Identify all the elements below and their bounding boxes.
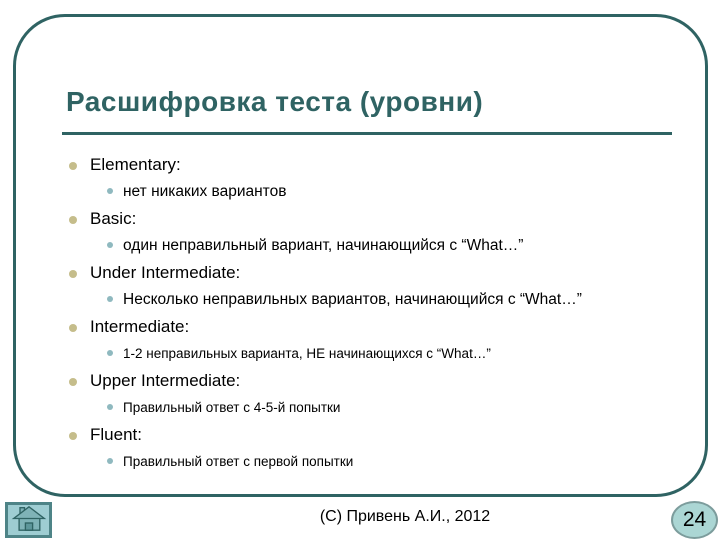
list-subitem: [0, 449, 710, 475]
sub-bullet-icon: [107, 188, 113, 194]
level-label: Intermediate:: [90, 317, 190, 336]
list-item: [0, 151, 710, 179]
bullet-icon: [69, 216, 77, 224]
title-underline: [62, 132, 672, 135]
footer-copyright: (С) Привень А.И., 2012: [319, 508, 491, 525]
list-item: [0, 421, 710, 449]
sub-bullet-icon: [107, 242, 113, 248]
level-description: 1-2 неправильных варианта, НЕ начинающихся с “What…”: [123, 346, 491, 361]
sub-bullet-icon: [107, 458, 113, 464]
bullet-icon: [69, 432, 77, 440]
level-label: Fluent:: [90, 425, 142, 444]
list-subitem: [0, 395, 710, 421]
list-item: [0, 367, 710, 395]
list-subitem: [0, 287, 710, 313]
list-subitem: [0, 341, 710, 367]
bullet-icon: [69, 378, 77, 386]
home-icon: [11, 505, 47, 535]
level-description: один неправильный вариант, начинающийся с “What…”: [123, 237, 524, 254]
sub-bullet-icon: [107, 404, 113, 410]
list-subitem: [0, 179, 710, 205]
slide-title: Расшифровка теста (уровни): [66, 86, 484, 117]
slide-number: 24: [682, 508, 707, 531]
level-label: Under Intermediate:: [90, 263, 241, 282]
sub-bullet-icon: [107, 296, 113, 302]
sub-bullet-icon: [107, 350, 113, 356]
level-description: Правильный ответ с 4-5-й попытки: [123, 400, 341, 415]
level-label: Basic:: [90, 209, 137, 228]
list-item: [0, 259, 710, 287]
levels-list: [0, 151, 710, 475]
bullet-icon: [69, 324, 77, 332]
home-button[interactable]: [5, 502, 52, 538]
level-label: Upper Intermediate:: [90, 371, 241, 390]
slide-number-badge: [671, 501, 718, 539]
level-description: Правильный ответ с первой попытки: [123, 454, 354, 469]
list-subitem: [0, 233, 710, 259]
bullet-icon: [69, 162, 77, 170]
list-item: [0, 313, 710, 341]
level-label: Elementary:: [90, 155, 181, 174]
list-item: [0, 205, 710, 233]
bullet-icon: [69, 270, 77, 278]
level-description: нет никаких вариантов: [123, 183, 287, 200]
level-description: Несколько неправильных вариантов, начинающийся с “What…”: [123, 291, 582, 308]
